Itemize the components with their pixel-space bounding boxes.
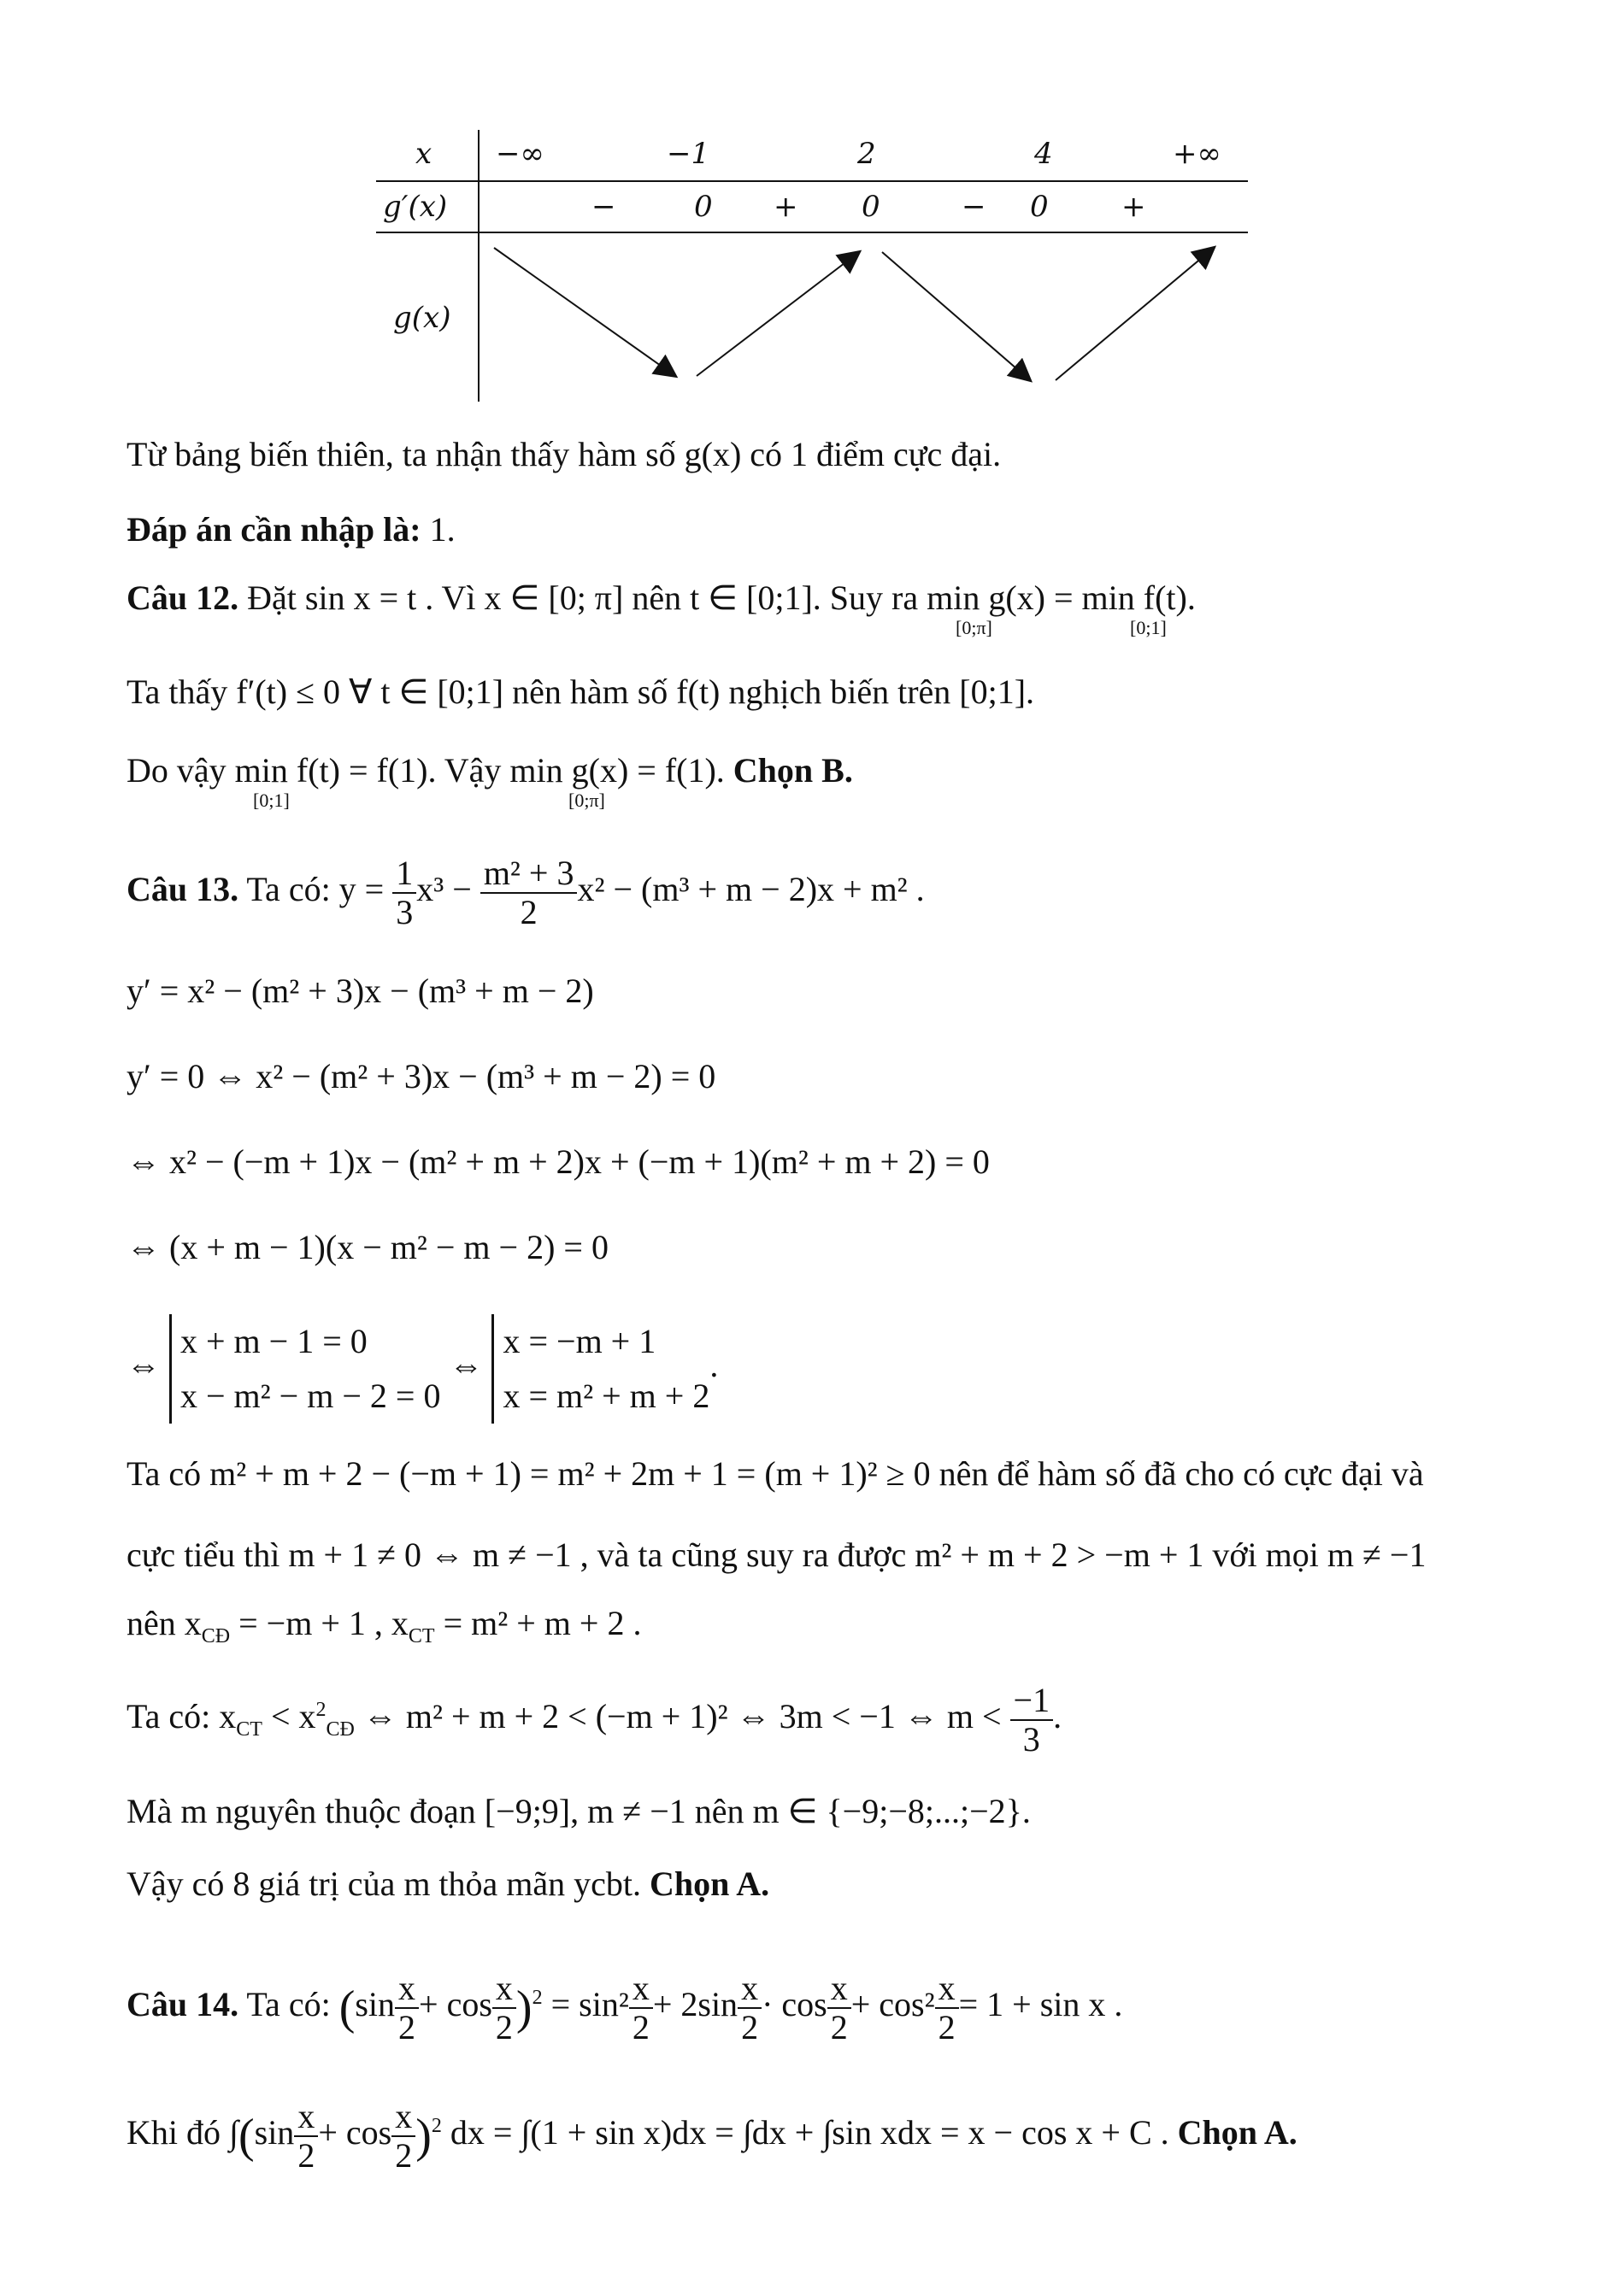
frac-x-2 (395, 1970, 419, 2046)
frac-num: x (935, 1970, 959, 2009)
system-2-a: x = −m + 1 (503, 1322, 656, 1360)
x-value: +∞ (1173, 137, 1221, 171)
eq-factor: ⇔ (x + m − 1)(x − m² − m − 2) = 0 (127, 1228, 609, 1266)
frac-den: 2 (520, 893, 538, 931)
q12-l3-sub1: [0;1] (253, 790, 290, 811)
conclusion-line: Từ bảng biến thiên, ta nhận thấy hàm số g(x) có 1 điểm cực đại. (127, 435, 1002, 473)
sign: 0 (862, 190, 880, 224)
frac-num: x (738, 1970, 762, 2009)
q14-cos2: + cos² (850, 1985, 935, 2024)
q13-label: Câu 13. (127, 870, 239, 909)
para-6 (127, 1864, 770, 1903)
frac-x-2 (629, 1970, 653, 2046)
frac-one-third (392, 854, 416, 931)
q13-rest: x² − (m³ + m − 2)x + m² . (577, 870, 925, 909)
q12-sub1: [0;π] (956, 617, 992, 638)
q14-cos: + cos (419, 1985, 492, 2024)
equiv-symbol: ⇔ (127, 1346, 161, 1385)
frac-den: 2 (632, 2008, 650, 2046)
p4-b: < x (262, 1697, 316, 1736)
p3-sub1: CĐ (201, 1625, 231, 1647)
x-value: 2 (857, 137, 876, 171)
x-value: −1 (667, 137, 710, 171)
frac-den: 2 (398, 2008, 416, 2046)
answer-line (127, 510, 456, 549)
q14-2sin: + 2sin (652, 1985, 738, 2024)
eq-derivative-zero: y′ = 0 ⇔ x² − (m² + 3)x − (m³ + m − 2) = 0 (127, 1057, 716, 1095)
frac-den: 2 (741, 2008, 759, 2046)
frac-den: 2 (938, 2008, 956, 2046)
frac-num: x (391, 2098, 415, 2137)
frac-den: 3 (396, 893, 414, 931)
final-square: 2 (431, 2114, 442, 2137)
system-2 (491, 1314, 709, 1424)
arrow-down-2 (882, 252, 1030, 380)
q12-min-expr: min g(x) = min f(t). (927, 578, 1196, 617)
q14-line (127, 1970, 1122, 2046)
q12-text: Đặt sin x = t . Vì x ∈ [0; π] nên t ∈ [0;1]. Suy ra (238, 578, 927, 617)
period: . (709, 1346, 719, 1385)
frac-x-2 (294, 2098, 318, 2175)
x-value: 4 (1034, 137, 1053, 171)
frac-num: −1 (1010, 1682, 1054, 1721)
p3-sub2: CT (408, 1625, 435, 1647)
p6-choice: Chọn A. (641, 1864, 770, 1903)
frac-den: 3 (1022, 1720, 1040, 1759)
p3-b: = −m + 1 , x (230, 1604, 409, 1642)
frac-num: 1 (392, 854, 416, 894)
system-2-b: x = m² + m + 2 (503, 1377, 710, 1415)
p6-a: Vậy có 8 giá trị của m thỏa mãn ycbt. (127, 1864, 642, 1903)
frac-den: 2 (830, 2008, 848, 2046)
row-gprime-label: g′(x) (383, 190, 448, 224)
frac-den: 2 (395, 2136, 413, 2175)
answer-value: 1. (421, 510, 456, 549)
q12-l3-c: min g(x) = f(1). (509, 751, 725, 790)
paren-close: ) (515, 1982, 533, 2035)
eq-system (127, 1314, 718, 1424)
q12-line3 (127, 751, 853, 790)
q14-text: Ta có: (238, 1985, 339, 2024)
x-value: −∞ (496, 137, 544, 171)
sign: − (591, 190, 616, 224)
frac-num: x (492, 1970, 516, 2009)
q12-choice: Chọn B. (724, 751, 853, 790)
frac-x-2 (827, 1970, 851, 2046)
arrow-up-2 (1056, 248, 1214, 380)
q12-line2: Ta thấy f′(t) ≤ 0 ∀ t ∈ [0;1] nên hàm số f(t) nghịch biến trên [0;1]. (127, 672, 1035, 711)
frac-den: 2 (495, 2008, 513, 2046)
frac-num: x (827, 1970, 851, 2009)
para-2: cực tiểu thì m + 1 ≠ 0 ⇔ m ≠ −1 , và ta cũng suy ra được m² + m + 2 > −m + 1 với mọi m ≠ −1 (127, 1536, 1427, 1574)
frac-x-2 (738, 1970, 762, 2046)
frac-x-2 (391, 2098, 415, 2175)
final-choice: Chọn A. (1168, 2113, 1297, 2152)
final-sin: sin (254, 2113, 295, 2152)
final-line (127, 2098, 1297, 2175)
variation-table-lines (359, 128, 1265, 410)
q12-sub2: [0;1] (1130, 617, 1167, 638)
arrow-down-1 (494, 248, 675, 376)
frac-num: x (395, 1970, 419, 2009)
frac-num: m² + 3 (480, 854, 578, 894)
paren-open: ( (338, 1982, 356, 2035)
final-a: Khi đó ∫ (127, 2113, 238, 2152)
final-cos: + cos (318, 2113, 392, 2152)
para-1: Ta có m² + m + 2 − (−m + 1) = m² + 2m + 1 = (m + 1)² ≥ 0 nên để hàm số đã cho có cực đại và (127, 1454, 1424, 1493)
period: . (1053, 1697, 1062, 1736)
sign: 0 (694, 190, 713, 224)
p3-a: nên x (127, 1604, 202, 1642)
p4-c: ⇔ m² + m + 2 < (−m + 1)² ⇔ 3m < −1 ⇔ m < (354, 1697, 1010, 1736)
q14-end: = 1 + sin x . (958, 1985, 1123, 2024)
para-3 (127, 1606, 641, 1647)
eq-derivative: y′ = x² − (m² + 3)x − (m³ + m − 2) (127, 972, 594, 1010)
q13-line1 (127, 854, 925, 931)
p4-sub2: CĐ (326, 1718, 355, 1741)
q13-text: Ta có: y = (238, 870, 393, 909)
system-1-b: x − m² − m − 2 = 0 (180, 1377, 441, 1415)
p3-c: = m² + m + 2 . (434, 1604, 642, 1642)
system-1 (169, 1314, 440, 1424)
q13-x3: x³ − (416, 870, 480, 909)
q14-eq1: = sin² (550, 1985, 629, 2024)
q12-l3-a: Do vậy (127, 751, 235, 790)
para-4 (127, 1682, 1062, 1759)
q14-label: Câu 14. (127, 1985, 239, 2024)
sign: 0 (1030, 190, 1049, 224)
q12-l3-sub2: [0;π] (568, 790, 605, 811)
q12-line1 (127, 578, 1196, 617)
equiv-symbol: ⇔ (449, 1346, 484, 1385)
q14-square: 2 (532, 1986, 543, 2009)
q12-label: Câu 12. (127, 578, 239, 617)
arrow-up-1 (697, 252, 859, 376)
eq-expand: ⇔ x² − (−m + 1)x − (m² + m + 2)x + (−m + 1)(m² + m + 2) = 0 (127, 1142, 990, 1181)
paren-open: ( (238, 2110, 255, 2163)
p4-sup: 2 (315, 1698, 327, 1721)
frac-x-2 (935, 1970, 959, 2046)
q12-l3-b: min f(t) = f(1). Vậy (234, 751, 510, 790)
system-1-a: x + m − 1 = 0 (180, 1322, 368, 1360)
row-g-label: g(x) (393, 301, 451, 335)
row-x-label: x (415, 137, 432, 171)
frac-num: x (629, 1970, 653, 2009)
sign: − (962, 190, 986, 224)
frac-num: x (294, 2098, 318, 2137)
sign: + (1121, 190, 1146, 224)
p4-a: Ta có: x (127, 1697, 237, 1736)
para-5: Mà m nguyên thuộc đoạn [−9;9], m ≠ −1 nên m ∈ {−9;−8;...;−2}. (127, 1792, 1031, 1830)
sign: + (774, 190, 798, 224)
frac-x-2 (492, 1970, 516, 2046)
p4-sub1: CT (236, 1718, 262, 1741)
frac-m2 (480, 854, 578, 931)
answer-label: Đáp án cần nhập là: (127, 510, 421, 549)
q14-sin: sin (355, 1985, 396, 2024)
frac-neg-third (1010, 1682, 1054, 1759)
frac-den: 2 (297, 2136, 315, 2175)
paren-close: ) (415, 2110, 432, 2163)
final-b: dx = ∫(1 + sin x)dx = ∫dx + ∫sin xdx = x − cos x + C . (450, 2113, 1169, 2152)
q14-dotcos: · cos (762, 1985, 827, 2024)
